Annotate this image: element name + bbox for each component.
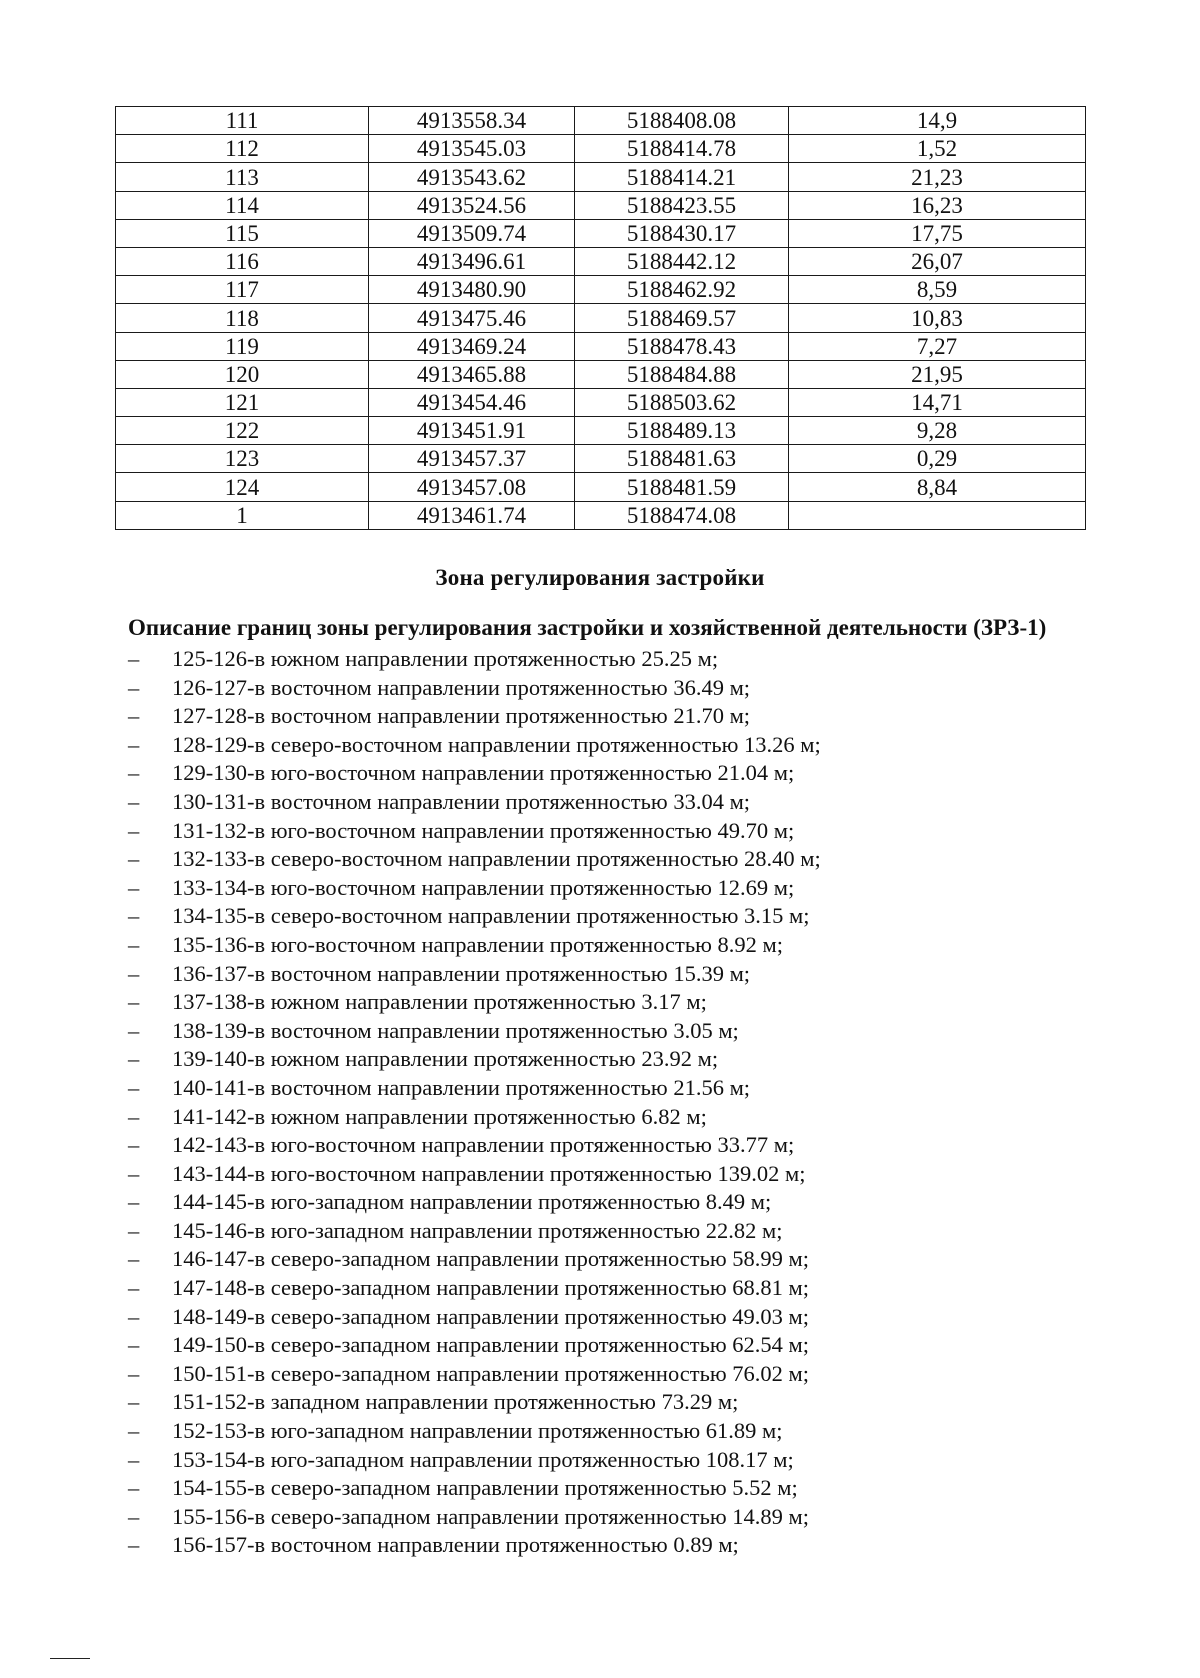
list-item: [128, 1360, 821, 1389]
segment-text: 133-134-в юго-восточном направлении протяженностью 12.69 м;: [172, 874, 795, 900]
list-bullet: –: [128, 1303, 140, 1329]
list-item: [128, 1503, 821, 1532]
segment-text: 142-143-в юго-восточном направлении протяженностью 33.77 м;: [172, 1132, 795, 1158]
x-coordinate-cell: 4913461.74: [369, 501, 575, 529]
coordinates-table: [115, 106, 1086, 530]
table-row: [116, 417, 1086, 445]
list-bullet: –: [128, 1189, 140, 1215]
zone-heading: Зона регулирования застройки: [435, 565, 765, 590]
point-number-cell: 112: [116, 135, 369, 163]
table-row: [116, 163, 1086, 191]
segment-text: 144-145-в юго-западном направлении протяженностью 8.49 м;: [172, 1189, 772, 1215]
list-item: [128, 788, 821, 817]
list-item: [128, 1531, 821, 1560]
segment-text: 134-135-в северо-восточном направлении протяженностью 3.15 м;: [172, 903, 810, 929]
y-coordinate-cell: 5188481.59: [575, 473, 789, 501]
list-item: [128, 1303, 821, 1332]
y-coordinate-cell: 5188442.12: [575, 247, 789, 275]
list-bullet: –: [128, 1132, 140, 1158]
list-item: [128, 1103, 821, 1132]
segment-text: 132-133-в северо-восточном направлении протяженностью 28.40 м;: [172, 846, 821, 872]
segment-text: 125-126-в южном направлении протяженностью 25.25 м;: [172, 646, 719, 671]
x-coordinate-cell: 4913558.34: [369, 107, 575, 135]
point-number-cell: 120: [116, 360, 369, 388]
list-bullet: –: [128, 1389, 140, 1415]
segment-text: 135-136-в юго-восточном направлении протяженностью 8.92 м;: [172, 931, 784, 957]
point-number-cell: 114: [116, 191, 369, 219]
y-coordinate-cell: 5188481.63: [575, 445, 789, 473]
distance-cell: 21,23: [789, 163, 1086, 191]
y-coordinate-cell: 5188408.08: [575, 107, 789, 135]
x-coordinate-cell: 4913475.46: [369, 304, 575, 332]
table-row: [116, 501, 1086, 529]
list-bullet: –: [128, 674, 140, 700]
segment-text: 139-140-в южном направлении протяженностью 23.92 м;: [172, 1046, 719, 1072]
list-bullet: –: [128, 1103, 140, 1129]
list-bullet: –: [128, 1503, 140, 1529]
y-coordinate-cell: 5188503.62: [575, 388, 789, 416]
list-bullet: –: [128, 1446, 140, 1472]
segment-text: 147-148-в северо-западном направлении протяженностью 68.81 м;: [172, 1275, 810, 1301]
table-row: [116, 360, 1086, 388]
list-bullet: –: [128, 817, 140, 843]
segment-text: 149-150-в северо-западном направлении протяженностью 62.54 м;: [172, 1332, 810, 1358]
list-bullet: –: [128, 846, 140, 872]
list-item: [128, 1417, 821, 1446]
segment-text: 141-142-в южном направлении протяженностью 6.82 м;: [172, 1103, 707, 1129]
list-item: [128, 960, 821, 989]
point-number-cell: 111: [116, 107, 369, 135]
list-item: [128, 1446, 821, 1475]
list-bullet: –: [128, 1275, 140, 1301]
list-item: [128, 702, 821, 731]
distance-cell: 0,29: [789, 445, 1086, 473]
y-coordinate-cell: 5188489.13: [575, 417, 789, 445]
y-coordinate-cell: 5188469.57: [575, 304, 789, 332]
point-number-cell: 1: [116, 501, 369, 529]
segment-text: 148-149-в северо-западном направлении протяженностью 49.03 м;: [172, 1303, 810, 1329]
x-coordinate-cell: 4913457.08: [369, 473, 575, 501]
list-bullet: –: [128, 931, 140, 957]
point-number-cell: 121: [116, 388, 369, 416]
list-item: [128, 1388, 821, 1417]
list-bullet: –: [128, 903, 140, 929]
coordinates-table-body: [116, 107, 1086, 530]
list-bullet: –: [128, 703, 140, 729]
list-bullet: –: [128, 1532, 140, 1558]
segment-text: 155-156-в северо-западном направлении протяженностью 14.89 м;: [172, 1503, 810, 1529]
segment-text: 137-138-в южном направлении протяженностью 3.17 м;: [172, 989, 707, 1015]
point-number-cell: 117: [116, 276, 369, 304]
list-item: [128, 1245, 821, 1274]
x-coordinate-cell: 4913509.74: [369, 219, 575, 247]
x-coordinate-cell: 4913543.62: [369, 163, 575, 191]
list-item: [128, 874, 821, 903]
list-bullet: –: [128, 1475, 140, 1501]
list-item: [128, 1131, 821, 1160]
list-bullet: –: [128, 1217, 140, 1243]
list-item: [128, 674, 821, 703]
list-bullet: –: [128, 646, 140, 671]
list-item: [128, 817, 821, 846]
list-bullet: –: [128, 989, 140, 1015]
distance-cell: 26,07: [789, 247, 1086, 275]
table-row: [116, 191, 1086, 219]
list-item: [128, 1160, 821, 1189]
distance-cell: 17,75: [789, 219, 1086, 247]
distance-cell: 16,23: [789, 191, 1086, 219]
list-bullet: –: [128, 760, 140, 786]
list-bullet: –: [128, 1246, 140, 1272]
y-coordinate-cell: 5188478.43: [575, 332, 789, 360]
y-coordinate-cell: 5188430.17: [575, 219, 789, 247]
y-coordinate-cell: 5188474.08: [575, 501, 789, 529]
distance-cell: 1,52: [789, 135, 1086, 163]
segment-text: 136-137-в восточном направлении протяженностью 15.39 м;: [172, 960, 751, 986]
table-row: [116, 473, 1086, 501]
table-row: [116, 445, 1086, 473]
segment-text: 130-131-в восточном направлении протяженностью 33.04 м;: [172, 788, 751, 814]
point-number-cell: 122: [116, 417, 369, 445]
segment-text: 131-132-в юго-восточном направлении протяженностью 49.70 м;: [172, 817, 795, 843]
y-coordinate-cell: 5188462.92: [575, 276, 789, 304]
distance-cell: [789, 501, 1086, 529]
y-coordinate-cell: 5188414.78: [575, 135, 789, 163]
segment-text: 143-144-в юго-восточном направлении протяженностью 139.02 м;: [172, 1160, 806, 1186]
distance-cell: 14,9: [789, 107, 1086, 135]
list-item: [128, 902, 821, 931]
x-coordinate-cell: 4913469.24: [369, 332, 575, 360]
distance-cell: 10,83: [789, 304, 1086, 332]
x-coordinate-cell: 4913480.90: [369, 276, 575, 304]
table-row: [116, 107, 1086, 135]
segment-text: 126-127-в восточном направлении протяженностью 36.49 м;: [172, 674, 751, 700]
distance-cell: 8,84: [789, 473, 1086, 501]
point-number-cell: 118: [116, 304, 369, 332]
list-bullet: –: [128, 1017, 140, 1043]
list-bullet: –: [128, 788, 140, 814]
list-item: [128, 1274, 821, 1303]
segment-text: 150-151-в северо-западном направлении протяженностью 76.02 м;: [172, 1360, 810, 1386]
x-coordinate-cell: 4913457.37: [369, 445, 575, 473]
list-item: [128, 1017, 821, 1046]
list-item: [128, 1217, 821, 1246]
segment-text: 138-139-в восточном направлении протяженностью 3.05 м;: [172, 1017, 739, 1043]
distance-cell: 21,95: [789, 360, 1086, 388]
list-item: [128, 1045, 821, 1074]
list-bullet: –: [128, 1074, 140, 1100]
boundary-segment-list: [128, 645, 821, 1560]
segment-text: 127-128-в восточном направлении протяженностью 21.70 м;: [172, 703, 751, 729]
list-bullet: –: [128, 1418, 140, 1444]
segment-text: 156-157-в восточном направлении протяженностью 0.89 м;: [172, 1532, 739, 1558]
y-coordinate-cell: 5188484.88: [575, 360, 789, 388]
table-row: [116, 276, 1086, 304]
list-bullet: –: [128, 1046, 140, 1072]
table-row: [116, 247, 1086, 275]
list-item: [128, 645, 821, 674]
point-number-cell: 124: [116, 473, 369, 501]
y-coordinate-cell: 5188423.55: [575, 191, 789, 219]
segment-text: 154-155-в северо-западном направлении протяженностью 5.52 м;: [172, 1475, 798, 1501]
list-bullet: –: [128, 1332, 140, 1358]
segment-text: 153-154-в юго-западном направлении протяженностью 108.17 м;: [172, 1446, 794, 1472]
distance-cell: 7,27: [789, 332, 1086, 360]
list-bullet: –: [128, 1360, 140, 1386]
list-item: [128, 1188, 821, 1217]
list-item: [128, 731, 821, 760]
list-item: [128, 988, 821, 1017]
table-row: [116, 219, 1086, 247]
distance-cell: 14,71: [789, 388, 1086, 416]
segment-text: 140-141-в восточном направлении протяженностью 21.56 м;: [172, 1074, 751, 1100]
segment-text: 145-146-в юго-западном направлении протяженностью 22.82 м;: [172, 1217, 783, 1243]
footer-divider: [50, 1658, 90, 1659]
x-coordinate-cell: 4913465.88: [369, 360, 575, 388]
table-row: [116, 304, 1086, 332]
segment-text: 146-147-в северо-западном направлении протяженностью 58.99 м;: [172, 1246, 810, 1272]
point-number-cell: 119: [116, 332, 369, 360]
list-bullet: –: [128, 731, 140, 757]
description-heading: Описание границ зоны регулирования застройки и хозяйственной деятельности (ЗРЗ-1): [128, 615, 1047, 640]
segment-text: 151-152-в западном направлении протяженностью 73.29 м;: [172, 1389, 739, 1415]
table-row: [116, 135, 1086, 163]
point-number-cell: 123: [116, 445, 369, 473]
x-coordinate-cell: 4913524.56: [369, 191, 575, 219]
list-bullet: –: [128, 874, 140, 900]
list-item: [128, 1331, 821, 1360]
list-item: [128, 759, 821, 788]
list-item: [128, 1474, 821, 1503]
segment-text: 128-129-в северо-восточном направлении протяженностью 13.26 м;: [172, 731, 821, 757]
list-bullet: –: [128, 1160, 140, 1186]
table-row: [116, 388, 1086, 416]
point-number-cell: 116: [116, 247, 369, 275]
segment-text: 152-153-в юго-западном направлении протяженностью 61.89 м;: [172, 1418, 783, 1444]
distance-cell: 8,59: [789, 276, 1086, 304]
list-bullet: –: [128, 960, 140, 986]
list-item: [128, 1074, 821, 1103]
point-number-cell: 115: [116, 219, 369, 247]
x-coordinate-cell: 4913451.91: [369, 417, 575, 445]
point-number-cell: 113: [116, 163, 369, 191]
distance-cell: 9,28: [789, 417, 1086, 445]
x-coordinate-cell: 4913496.61: [369, 247, 575, 275]
table-row: [116, 332, 1086, 360]
x-coordinate-cell: 4913454.46: [369, 388, 575, 416]
list-item: [128, 931, 821, 960]
list-item: [128, 845, 821, 874]
y-coordinate-cell: 5188414.21: [575, 163, 789, 191]
x-coordinate-cell: 4913545.03: [369, 135, 575, 163]
segment-text: 129-130-в юго-восточном направлении протяженностью 21.04 м;: [172, 760, 795, 786]
